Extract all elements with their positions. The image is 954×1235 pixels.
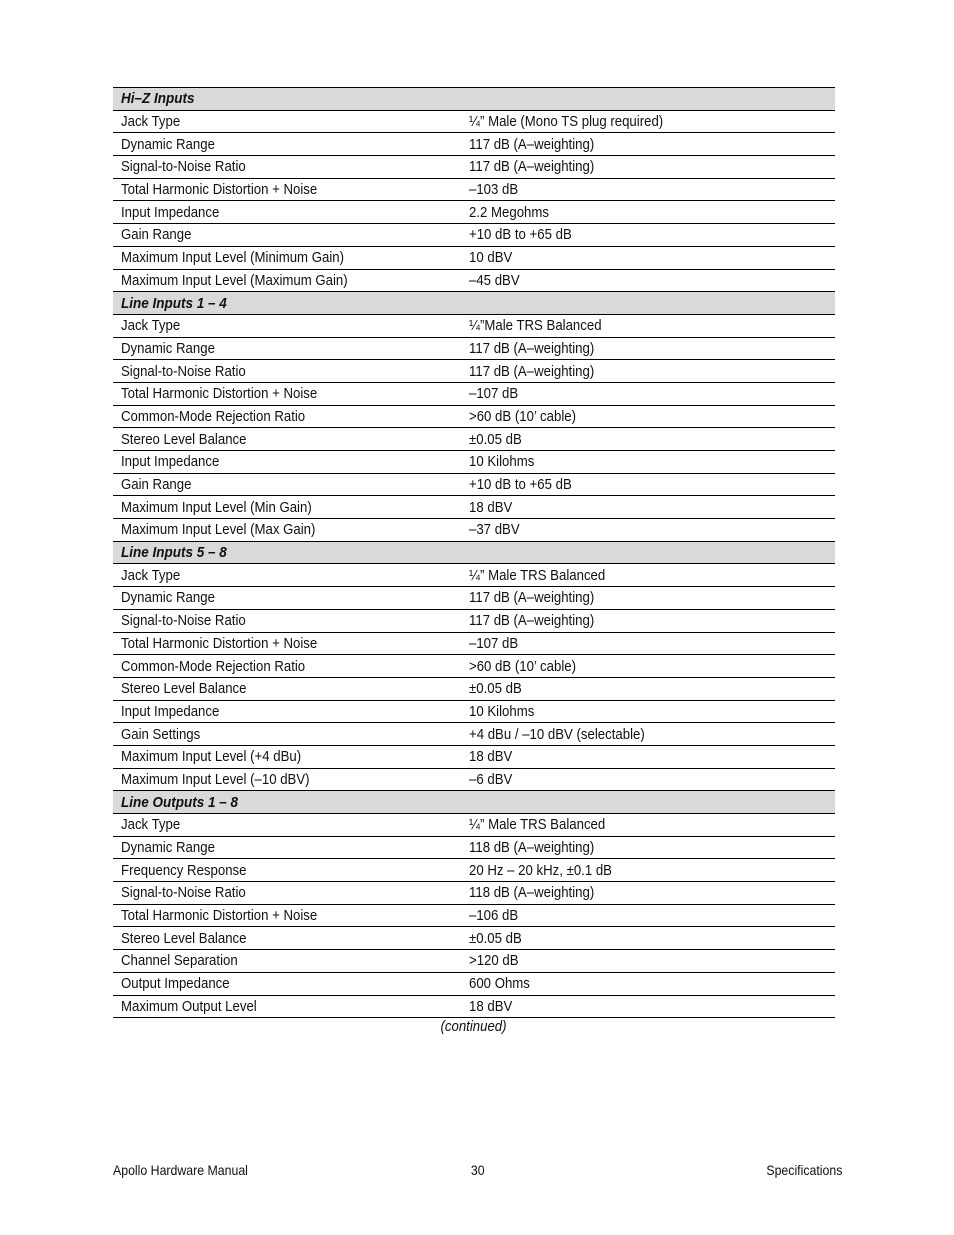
- section-title-text: Line Inputs 1 – 4: [121, 294, 227, 312]
- spec-parameter: [113, 677, 461, 700]
- spec-value: [461, 632, 835, 655]
- spec-parameter-text: Frequency Response: [121, 861, 247, 879]
- table-row: [113, 405, 835, 428]
- spec-parameter: [113, 473, 461, 496]
- table-row: [113, 156, 835, 179]
- spec-parameter-text: Channel Separation: [121, 952, 238, 970]
- table-row: [113, 632, 835, 655]
- spec-value-text: –107 dB: [469, 634, 519, 652]
- table-row: [113, 360, 835, 383]
- spec-value: [461, 677, 835, 700]
- spec-value: [461, 269, 835, 292]
- continued-label: [113, 1018, 835, 1035]
- spec-parameter-text: Total Harmonic Distortion + Noise: [121, 181, 318, 199]
- spec-value-text: 117 dB (A–weighting): [469, 135, 595, 153]
- spec-parameter-text: Total Harmonic Distortion + Noise: [121, 907, 318, 925]
- spec-value-text: >120 dB: [469, 952, 519, 970]
- spec-value-text: 117 dB (A–weighting): [469, 612, 595, 630]
- spec-parameter: [113, 836, 461, 859]
- section-title: [113, 541, 835, 564]
- spec-parameter-text: Total Harmonic Distortion + Noise: [121, 634, 318, 652]
- spec-value: [461, 904, 835, 927]
- spec-parameter: [113, 882, 461, 905]
- spec-value-text: 18 dBV: [469, 748, 513, 766]
- spec-value-text: 20 Hz – 20 kHz, ±0.1 dB: [469, 861, 612, 879]
- spec-parameter-text: Dynamic Range: [121, 339, 215, 357]
- section-title: [113, 88, 835, 111]
- spec-value-text: 117 dB (A–weighting): [469, 158, 595, 176]
- spec-value-text: 2.2 Megohms: [469, 203, 549, 221]
- spec-parameter: [113, 904, 461, 927]
- spec-value-text: 10 Kilohms: [469, 453, 535, 471]
- spec-table: [113, 87, 835, 1018]
- table-row: [113, 972, 835, 995]
- footer-manual-title-text: Apollo Hardware Manual: [113, 1162, 248, 1178]
- table-row: [113, 314, 835, 337]
- spec-value: [461, 587, 835, 610]
- spec-parameter-text: Stereo Level Balance: [121, 680, 247, 698]
- spec-value: [461, 700, 835, 723]
- spec-value: [461, 428, 835, 451]
- spec-parameter: [113, 814, 461, 837]
- spec-parameter: [113, 587, 461, 610]
- section-header: [113, 541, 835, 564]
- table-row: [113, 473, 835, 496]
- table-row: [113, 677, 835, 700]
- table-row: [113, 700, 835, 723]
- spec-parameter-text: Signal-to-Noise Ratio: [121, 612, 246, 630]
- spec-value: [461, 178, 835, 201]
- table-row: [113, 723, 835, 746]
- table-row: [113, 496, 835, 519]
- spec-value-text: –6 dBV: [469, 770, 513, 788]
- table-row: [113, 859, 835, 882]
- spec-parameter-text: Maximum Input Level (Maximum Gain): [121, 271, 348, 289]
- spec-value-text: ±0.05 dB: [469, 430, 522, 448]
- spec-value: [461, 836, 835, 859]
- spec-parameter: [113, 156, 461, 179]
- spec-parameter-text: Common-Mode Rejection Ratio: [121, 657, 306, 675]
- continued-text: (continued): [440, 1018, 508, 1035]
- section-title-text: Line Outputs 1 – 8: [121, 793, 239, 811]
- spec-parameter: [113, 246, 461, 269]
- spec-value-text: ¼” Male (Mono TS plug required): [469, 113, 664, 131]
- spec-parameter: [113, 224, 461, 247]
- spec-parameter: [113, 382, 461, 405]
- table-row: [113, 882, 835, 905]
- spec-value: [461, 110, 835, 133]
- spec-value: [461, 814, 835, 837]
- table-row: [113, 110, 835, 133]
- spec-value: [461, 201, 835, 224]
- spec-value-text: –45 dBV: [469, 271, 520, 289]
- spec-value: [461, 405, 835, 428]
- spec-value: [461, 496, 835, 519]
- footer-manual-title: [113, 1162, 266, 1178]
- section-title-text: Hi–Z Inputs: [121, 90, 195, 108]
- table-row: [113, 836, 835, 859]
- spec-value: [461, 859, 835, 882]
- spec-value: [461, 246, 835, 269]
- section-title: [113, 791, 835, 814]
- spec-parameter: [113, 632, 461, 655]
- table-row: [113, 519, 835, 542]
- spec-parameter-text: Signal-to-Noise Ratio: [121, 884, 246, 902]
- spec-parameter-text: Dynamic Range: [121, 839, 215, 857]
- spec-parameter: [113, 745, 461, 768]
- spec-parameter: [113, 564, 461, 587]
- spec-parameter-text: Output Impedance: [121, 975, 230, 993]
- spec-parameter-text: Jack Type: [121, 113, 181, 131]
- spec-value: [461, 723, 835, 746]
- spec-value: [461, 609, 835, 632]
- spec-value-text: 600 Ohms: [469, 975, 530, 993]
- spec-parameter: [113, 496, 461, 519]
- spec-parameter: [113, 519, 461, 542]
- spec-parameter-text: Jack Type: [121, 566, 181, 584]
- spec-value-text: –106 dB: [469, 907, 519, 925]
- spec-value-text: ±0.05 dB: [469, 929, 522, 947]
- table-row: [113, 337, 835, 360]
- spec-parameter-text: Maximum Output Level: [121, 997, 257, 1015]
- table-row: [113, 995, 835, 1018]
- spec-parameter: [113, 768, 461, 791]
- table-row: [113, 745, 835, 768]
- spec-value-text: 117 dB (A–weighting): [469, 339, 595, 357]
- spec-value: [461, 360, 835, 383]
- spec-value-text: –37 dBV: [469, 521, 520, 539]
- footer-page-number: [440, 1162, 516, 1178]
- spec-value-text: ±0.05 dB: [469, 680, 522, 698]
- spec-value-text: 18 dBV: [469, 997, 513, 1015]
- spec-value: [461, 382, 835, 405]
- spec-parameter: [113, 110, 461, 133]
- spec-parameter: [113, 972, 461, 995]
- spec-value: [461, 972, 835, 995]
- spec-parameter-text: Input Impedance: [121, 702, 220, 720]
- spec-value: [461, 451, 835, 474]
- table-row: [113, 768, 835, 791]
- spec-value-text: 117 dB (A–weighting): [469, 589, 595, 607]
- table-row: [113, 428, 835, 451]
- spec-value: [461, 314, 835, 337]
- spec-parameter-text: Gain Range: [121, 476, 192, 494]
- table-row: [113, 269, 835, 292]
- spec-parameter: [113, 655, 461, 678]
- spec-parameter: [113, 201, 461, 224]
- spec-parameter: [113, 950, 461, 973]
- spec-parameter: [113, 927, 461, 950]
- section-title-text: Line Inputs 5 – 8: [121, 544, 227, 562]
- spec-value-text: 10 dBV: [469, 249, 513, 267]
- table-row: [113, 950, 835, 973]
- spec-value-text: ¼”Male TRS Balanced: [469, 317, 602, 335]
- spec-parameter-text: Jack Type: [121, 317, 181, 335]
- spec-parameter-text: Stereo Level Balance: [121, 430, 247, 448]
- spec-value: [461, 473, 835, 496]
- spec-parameter: [113, 314, 461, 337]
- spec-value-text: 10 Kilohms: [469, 702, 535, 720]
- spec-parameter-text: Total Harmonic Distortion + Noise: [121, 385, 318, 403]
- spec-parameter: [113, 700, 461, 723]
- spec-value-text: 118 dB (A–weighting): [469, 884, 595, 902]
- spec-parameter: [113, 451, 461, 474]
- spec-parameter: [113, 360, 461, 383]
- spec-value-text: >60 dB (10’ cable): [469, 407, 577, 425]
- spec-value: [461, 156, 835, 179]
- spec-value: [461, 995, 835, 1018]
- footer-section-name-text: Specifications: [765, 1162, 842, 1178]
- spec-value-text: 18 dBV: [469, 498, 513, 516]
- spec-parameter: [113, 133, 461, 156]
- table-row: [113, 814, 835, 837]
- spec-value: [461, 950, 835, 973]
- spec-value: [461, 882, 835, 905]
- spec-parameter: [113, 428, 461, 451]
- table-row: [113, 927, 835, 950]
- spec-value: [461, 337, 835, 360]
- spec-parameter-text: Dynamic Range: [121, 589, 215, 607]
- spec-parameter-text: Maximum Input Level (–10 dBV): [121, 770, 310, 788]
- section-header: [113, 791, 835, 814]
- spec-parameter-text: Maximum Input Level (+4 dBu): [121, 748, 302, 766]
- spec-value-text: 118 dB (A–weighting): [469, 839, 595, 857]
- spec-value: [461, 224, 835, 247]
- footer-section-name: [756, 1162, 842, 1178]
- spec-value-text: >60 dB (10’ cable): [469, 657, 577, 675]
- table-row: [113, 382, 835, 405]
- spec-parameter: [113, 178, 461, 201]
- spec-value-text: ¼” Male TRS Balanced: [469, 816, 606, 834]
- table-row: [113, 655, 835, 678]
- spec-value-text: +4 dBu / –10 dBV (selectable): [469, 725, 645, 743]
- table-row: [113, 133, 835, 156]
- spec-parameter: [113, 337, 461, 360]
- spec-value: [461, 519, 835, 542]
- spec-parameter: [113, 995, 461, 1018]
- spec-value: [461, 564, 835, 587]
- table-row: [113, 564, 835, 587]
- spec-parameter: [113, 609, 461, 632]
- spec-value-text: 117 dB (A–weighting): [469, 362, 595, 380]
- spec-parameter-text: Maximum Input Level (Minimum Gain): [121, 249, 344, 267]
- spec-parameter: [113, 405, 461, 428]
- spec-value: [461, 133, 835, 156]
- section-header: [113, 292, 835, 315]
- spec-parameter: [113, 859, 461, 882]
- spec-value: [461, 768, 835, 791]
- spec-value-text: –107 dB: [469, 385, 519, 403]
- spec-value-text: –103 dB: [469, 181, 519, 199]
- spec-value-text: ¼” Male TRS Balanced: [469, 566, 606, 584]
- spec-value: [461, 655, 835, 678]
- spec-parameter-text: Jack Type: [121, 816, 181, 834]
- table-row: [113, 178, 835, 201]
- spec-parameter-text: Maximum Input Level (Max Gain): [121, 521, 316, 539]
- spec-parameter-text: Gain Settings: [121, 725, 201, 743]
- section-title: [113, 292, 835, 315]
- spec-table-body: [113, 88, 835, 1018]
- spec-value-text: +10 dB to +65 dB: [469, 476, 572, 494]
- spec-value-text: +10 dB to +65 dB: [469, 226, 572, 244]
- spec-value: [461, 927, 835, 950]
- spec-parameter-text: Signal-to-Noise Ratio: [121, 158, 246, 176]
- section-header: [113, 88, 835, 111]
- table-row: [113, 587, 835, 610]
- spec-parameter-text: Dynamic Range: [121, 135, 215, 153]
- spec-parameter-text: Stereo Level Balance: [121, 929, 247, 947]
- spec-parameter-text: Signal-to-Noise Ratio: [121, 362, 246, 380]
- table-row: [113, 224, 835, 247]
- spec-parameter-text: Common-Mode Rejection Ratio: [121, 407, 306, 425]
- spec-value: [461, 745, 835, 768]
- table-row: [113, 451, 835, 474]
- table-row: [113, 246, 835, 269]
- table-row: [113, 904, 835, 927]
- footer-page-number-text: 30: [471, 1162, 485, 1178]
- spec-parameter-text: Input Impedance: [121, 203, 220, 221]
- spec-parameter: [113, 269, 461, 292]
- spec-parameter-text: Maximum Input Level (Min Gain): [121, 498, 312, 516]
- spec-parameter-text: Input Impedance: [121, 453, 220, 471]
- spec-parameter: [113, 723, 461, 746]
- table-row: [113, 201, 835, 224]
- spec-parameter-text: Gain Range: [121, 226, 192, 244]
- table-row: [113, 609, 835, 632]
